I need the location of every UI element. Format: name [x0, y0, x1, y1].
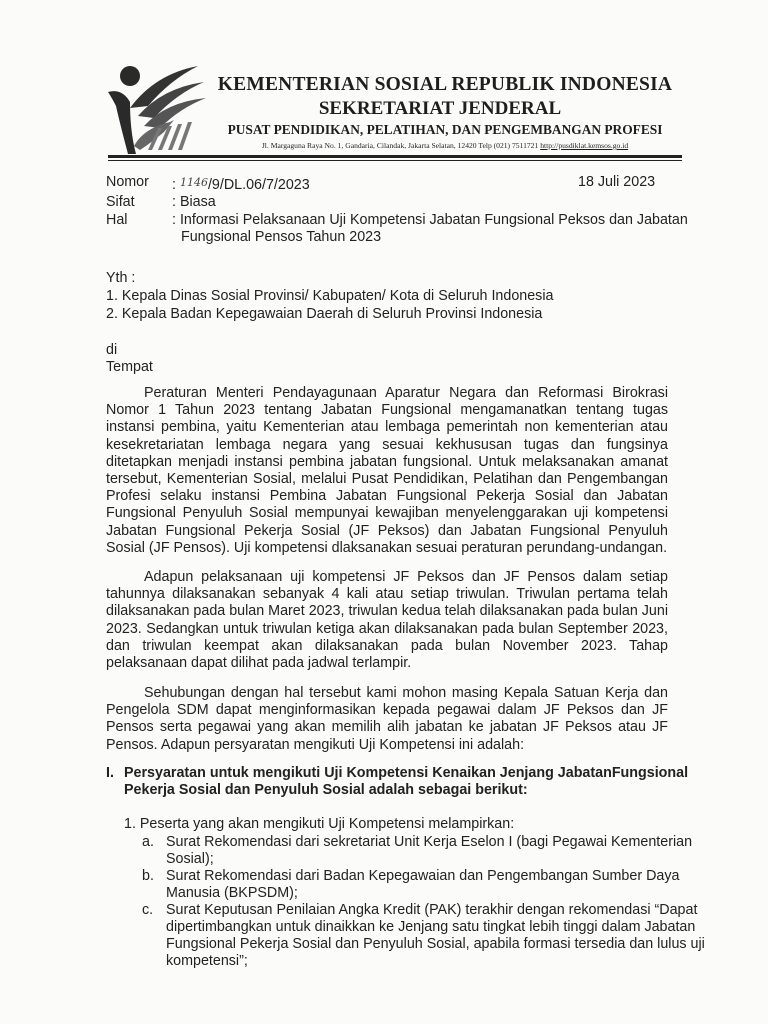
body-paragraph-1: Peraturan Menteri Pendayagunaan Aparatur Negara dan Reformasi Birokrasi Nomor 1 Tahun 2023 tentang Jabatan Fungsional mengamanatkan tentang tugas instansi pembina, yaitu Kementerian atau lembaga pemerintah non kementerian atau kesekretariatan lembaga negara yang sesuai kekhususan tugas dan fungsinya ditetapkan menjadi instansi pembina jabatan fungsional. Untuk melaksanakan amanat tersebut, Kementerian Sosial, melalui Pusat Pendidikan, Pelatihan dan Pengembangan Profesi selaku instansi Pembina Jabatan Fungsional Pekerja Sosial dan Jabatan Fungsional Penyuluh Sosial mempunyai kewajiban menyelenggarakan uji kompetensi Jabatan Fungsional Pekerja Sosial (JF Peksos) dan Jabatan Fungsional Penyuluh Sosial (JF Pensos). Uji kompetensi dlaksanakan sesuai peraturan perundang-undangan. — [106, 385, 668, 556]
section-number: I. — [106, 765, 114, 781]
subitem-a-label: a. — [142, 834, 154, 850]
header-rule-thin — [108, 160, 682, 161]
body-paragraph-2: Adapun pelaksanaan uji kompetensi JF Peksos dan JF Pensos dalam setiap tahunnya dilaksanakan sebanyak 4 kali atau setiap triwulan. Triwulan pertama telah dilaksanakan pada bulan Maret 2023, triwulan kedua telah dilaksanakan pada bulan Juni 2023. Sedangkan untuk triwulan ketiga akan dilaksanakan pada bulan September 2023, dan triwulan keempat akan dilaksanakan pada bulan November 2023. Tahap pelaksanaan dapat dilihat pada jadwal terlampir. — [106, 569, 668, 672]
nomor-handwritten: 1146 — [179, 176, 208, 189]
subitem-a-line1: Surat Rekomendasi dari sekretariat Unit Kerja Eselon I (bagi Pegawai Kementerian — [166, 834, 693, 850]
nomor-rest: /9/DL.06/7/2023 — [207, 177, 310, 193]
nomor-label: Nomor — [106, 174, 149, 190]
subitem-c-line1: Surat Keputusan Penilaian Angka Kredit (PAK) terakhir dengan rekomendasi “Dapat — [166, 902, 698, 918]
center-title: PUSAT PENDIDIKAN, PELATIHAN, DAN PENGEMBANGAN PROFESI — [227, 122, 663, 137]
subitem-b-line2: Manusia (BKPSDM); — [166, 885, 298, 901]
nomor-value — [172, 174, 310, 194]
website-link[interactable]: http://pusdiklat.kemsos.go.id — [540, 141, 629, 150]
sifat-value: : Biasa — [172, 194, 216, 210]
recipient-2: 2. Kepala Badan Kepegawaian Daerah di Seluruh Provinsi Indonesia — [106, 306, 543, 322]
header-rule-thick — [108, 155, 682, 158]
subitem-c-line3: Fungsional Pekerja Sosial dan Penyuluh Sosial, apabila formasi tersedia dan lulus uji — [166, 936, 705, 952]
subitem-b-label: b. — [142, 868, 154, 884]
hal-value-line1: : Informasi Pelaksanaan Uji Kompetensi Jabatan Fungsional Peksos dan Jabatan — [172, 212, 688, 228]
yth-label: Yth : — [106, 270, 136, 286]
nomor-colon: : — [172, 177, 180, 193]
kemensos-logo-icon — [100, 62, 210, 162]
secretariat-title: SEKRETARIAT JENDERAL — [318, 98, 562, 119]
sifat-label: Sifat — [106, 194, 135, 210]
subitem-c-line2: dipertimbangkan untuk dinaikkan ke Jenjang satu tingkat lebih tinggi dalam Jabatan — [166, 919, 696, 935]
section-title-line1: Persyaratan untuk mengikuti Uji Kompetensi Kenaikan Jenjang JabatanFungsional — [124, 765, 689, 781]
requirement-item-1: 1. Peserta yang akan mengikuti Uji Kompetensi melampirkan: — [124, 816, 515, 832]
subitem-c-line4: kompetensi”; — [166, 953, 248, 969]
recipient-1: 1. Kepala Dinas Sosial Provinsi/ Kabupaten/ Kota di Seluruh Indonesia — [106, 288, 554, 304]
recipient-tempat: Tempat — [106, 359, 153, 375]
hal-label: Hal — [106, 212, 128, 228]
subitem-a-line2: Sosial); — [166, 851, 214, 867]
subitem-c-label: c. — [142, 902, 154, 918]
address-line — [210, 141, 680, 150]
body-paragraph-3: Sehubungan dengan hal tersebut kami mohon masing Kepala Satuan Kerja dan Pengelola SDM dapat menginformasikan kepada pegawai dalam JF Peksos dan JF Pensos serta pegawai yang akan memilih alih jabatan ke jabatan JF Peksos atau JF Pensos. Adapun persyaratan mengikuti Uji Kompetensi ini adalah: — [106, 685, 668, 753]
address-text: Jl. Margaguna Raya No. 1, Gandaria, Cilandak, Jakarta Selatan, 12420 Telp (021) 7511721 — [261, 141, 539, 150]
subitem-b-line1: Surat Rekomendasi dari Badan Kepegawaian dan Pengembangan Sumber Daya — [166, 868, 680, 884]
letter-date: 18 Juli 2023 — [578, 174, 656, 190]
ministry-title: KEMENTERIAN SOSIAL REPUBLIK INDONESIA — [217, 74, 673, 95]
hal-value-line2: Fungsional Pensos Tahun 2023 — [181, 229, 382, 245]
recipient-di: di — [106, 342, 118, 358]
section-title-line2: Pekerja Sosial dan Penyuluh Sosial adalah sebagai berikut: — [124, 782, 528, 798]
